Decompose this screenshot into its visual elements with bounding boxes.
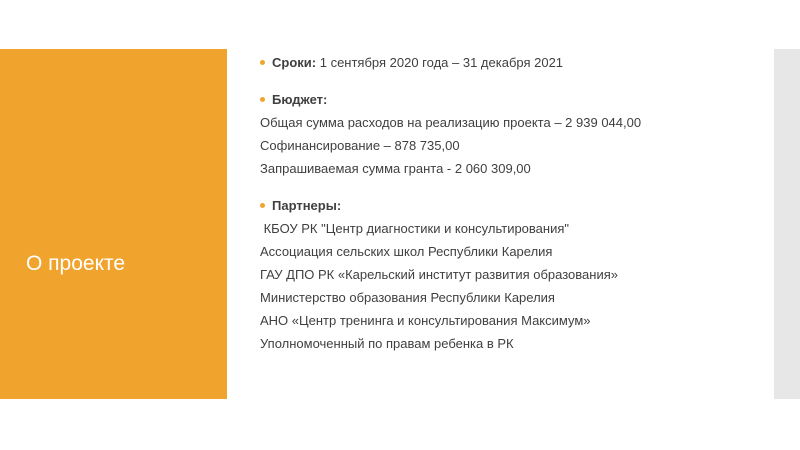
- bullet-dot-icon: [260, 203, 265, 208]
- budget-label: Бюджет:: [272, 92, 328, 107]
- spacer: [260, 74, 760, 89]
- terms-label: Сроки:: [272, 55, 317, 70]
- partner-line: Уполномоченный по правам ребенка в РК: [260, 336, 514, 351]
- bullet-dot-icon: [260, 97, 265, 102]
- budget-line: Общая сумма расходов на реализацию проекта – 2 939 044,00: [260, 115, 642, 130]
- terms-value: 1 сентября 2020 года – 31 декабря 2021: [316, 55, 564, 70]
- side-band: [774, 49, 800, 399]
- slide-title: О проекте: [26, 252, 126, 275]
- partner-line: АНО «Центр тренинга и консультирования Максимум»: [260, 313, 591, 328]
- budget-line: Софинансирование – 878 735,00: [260, 138, 460, 153]
- partner-line: ГАУ ДПО РК «Карельский институт развития образования»: [260, 267, 618, 282]
- terms-text: [260, 55, 563, 70]
- bullet-dot-icon: [260, 60, 265, 65]
- partner-line: КБОУ РК "Центр диагностики и консультирования": [260, 221, 569, 236]
- partners-bullet: [260, 195, 760, 217]
- partners-label: Партнеры:: [272, 198, 342, 213]
- terms-bullet: [260, 52, 760, 74]
- spacer: [260, 180, 760, 195]
- partner-line: Министерство образования Республики Карелия: [260, 290, 555, 305]
- partner-line: Ассоциация сельских школ Республики Карелия: [260, 244, 553, 259]
- content-area: [260, 52, 760, 355]
- title-panel: [0, 49, 227, 399]
- budget-bullet: [260, 89, 760, 111]
- budget-line: Запрашиваемая сумма гранта - 2 060 309,00: [260, 161, 531, 176]
